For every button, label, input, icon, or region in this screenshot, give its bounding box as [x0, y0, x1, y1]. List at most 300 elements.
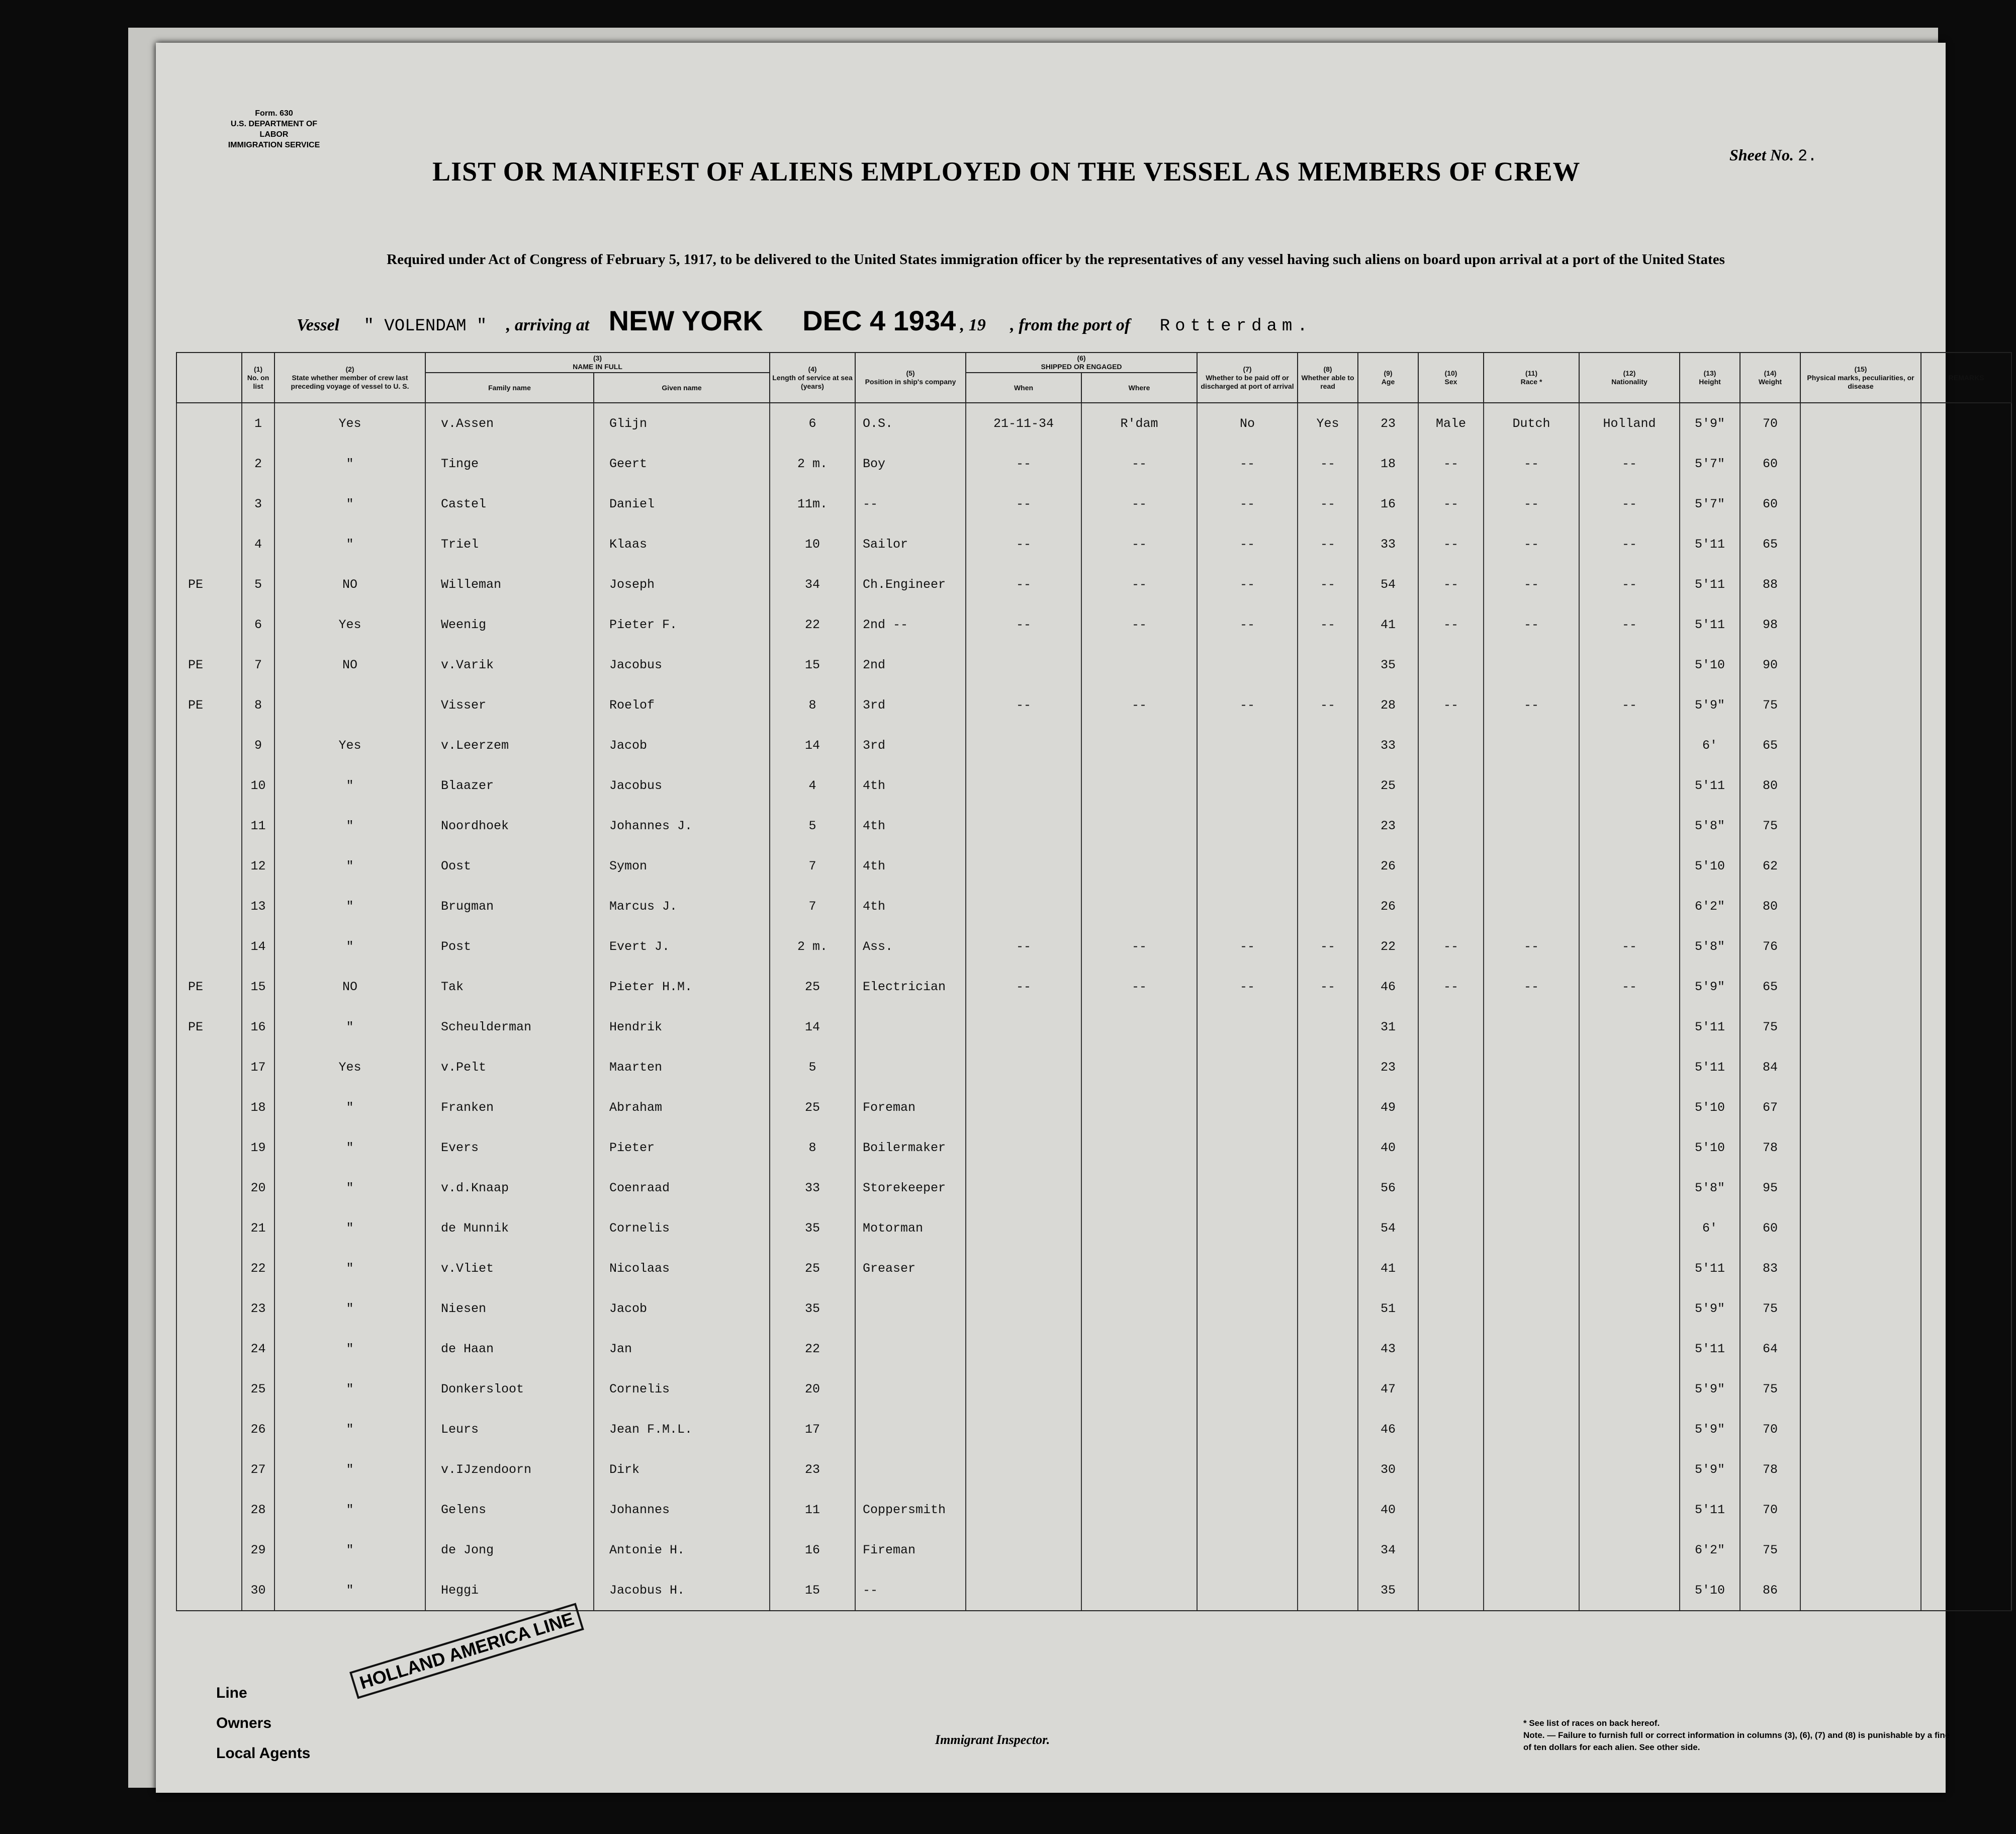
cell-where: -- [1081, 685, 1197, 725]
cell-given: Joseph [594, 564, 770, 604]
table-row [176, 1127, 2011, 1168]
table-row [176, 886, 2011, 926]
table-row [176, 1369, 2011, 1409]
cell-read [1298, 1449, 1358, 1490]
cell-race: -- [1484, 685, 1579, 725]
cell-mark [176, 1208, 242, 1248]
cell-given: Maarten [594, 1047, 770, 1087]
cell-family: v.Vliet [425, 1248, 594, 1288]
cell-no: 21 [242, 1208, 274, 1248]
cell-position: 4th [855, 846, 966, 886]
cell-where [1081, 1329, 1197, 1369]
cell-height: 5'7" [1680, 444, 1740, 484]
cell-position: Greaser [855, 1248, 966, 1288]
cell-age: 35 [1358, 645, 1418, 685]
cell-nationality: -- [1579, 967, 1680, 1007]
cell-paid [1197, 1570, 1298, 1611]
cell-no: 29 [242, 1530, 274, 1570]
table-row [176, 1490, 2011, 1530]
cell-nationality [1579, 1369, 1680, 1409]
cell-when: 21-11-34 [966, 403, 1081, 444]
cell-nationality [1579, 725, 1680, 765]
cell-nationality [1579, 1530, 1680, 1570]
cell-service: 2 m. [770, 926, 855, 967]
cell-marks [1800, 444, 1921, 484]
cell-race [1484, 1369, 1579, 1409]
cell-weight: 60 [1740, 444, 1800, 484]
table-row [176, 725, 2011, 765]
cell-given: Cornelis [594, 1369, 770, 1409]
cell-where [1081, 1087, 1197, 1127]
cell-remarks [1921, 1248, 2011, 1288]
cell-no: 28 [242, 1490, 274, 1530]
cell-given: Cornelis [594, 1208, 770, 1248]
cell-mark [176, 1087, 242, 1127]
cell-mark [176, 1570, 242, 1611]
cell-nationality: -- [1579, 444, 1680, 484]
cell-state: NO [274, 645, 425, 685]
cell-service: 16 [770, 1530, 855, 1570]
cell-age: 16 [1358, 484, 1418, 524]
cell-state: " [274, 926, 425, 967]
cell-sex [1418, 1168, 1484, 1208]
cell-sex: -- [1418, 564, 1484, 604]
cell-state: " [274, 886, 425, 926]
cell-height: 5'7" [1680, 484, 1740, 524]
cell-position: 4th [855, 765, 966, 806]
cell-family: Gelens [425, 1490, 594, 1530]
cell-service: 11m. [770, 484, 855, 524]
cell-when [966, 645, 1081, 685]
cell-height: 5'11 [1680, 524, 1740, 564]
cell-weight: 70 [1740, 403, 1800, 444]
cell-no: 30 [242, 1570, 274, 1611]
cell-read: -- [1298, 926, 1358, 967]
cell-read [1298, 645, 1358, 685]
cell-sex [1418, 1570, 1484, 1611]
crew-rows [176, 403, 2011, 1611]
cell-paid [1197, 1369, 1298, 1409]
vessel-line [297, 304, 1313, 337]
cell-mark [176, 1490, 242, 1530]
cell-where: -- [1081, 484, 1197, 524]
cell-read [1298, 1570, 1358, 1611]
cell-height: 5'11 [1680, 1490, 1740, 1530]
cell-where [1081, 1007, 1197, 1047]
cell-given: Jacobus H. [594, 1570, 770, 1611]
cell-sex [1418, 846, 1484, 886]
cell-no: 14 [242, 926, 274, 967]
cell-no: 10 [242, 765, 274, 806]
table-row [176, 1248, 2011, 1288]
cell-sex [1418, 1369, 1484, 1409]
cell-when [966, 1409, 1081, 1449]
cell-age: 54 [1358, 564, 1418, 604]
cell-read [1298, 1047, 1358, 1087]
cell-height: 6' [1680, 1208, 1740, 1248]
sheet-number [1729, 146, 1817, 165]
cell-given: Jan [594, 1329, 770, 1369]
table-row [176, 564, 2011, 604]
cell-where [1081, 1047, 1197, 1087]
cell-given: Jacob [594, 1288, 770, 1329]
cell-service: 35 [770, 1288, 855, 1329]
cell-age: 41 [1358, 1248, 1418, 1288]
cell-race [1484, 846, 1579, 886]
cell-nationality: -- [1579, 604, 1680, 645]
cell-family: Franken [425, 1087, 594, 1127]
cell-height: 5'11 [1680, 1047, 1740, 1087]
cell-weight: 62 [1740, 846, 1800, 886]
cell-age: 35 [1358, 1570, 1418, 1611]
col-nationality-header: (12) Nationality [1579, 353, 1680, 403]
cell-weight: 76 [1740, 926, 1800, 967]
cell-where [1081, 765, 1197, 806]
cell-age: 26 [1358, 846, 1418, 886]
cell-remarks [1921, 645, 2011, 685]
cell-paid: No [1197, 403, 1298, 444]
cell-when [966, 1208, 1081, 1248]
cell-mark: PE [176, 1007, 242, 1047]
cell-weight: 75 [1740, 1530, 1800, 1570]
cell-remarks [1921, 1127, 2011, 1168]
cell-paid: -- [1197, 524, 1298, 564]
cell-paid [1197, 1329, 1298, 1369]
cell-given: Roelof [594, 685, 770, 725]
cell-weight: 98 [1740, 604, 1800, 645]
cell-given: Jean F.M.L. [594, 1409, 770, 1449]
cell-when: -- [966, 484, 1081, 524]
cell-marks [1800, 1409, 1921, 1449]
cell-nationality [1579, 1449, 1680, 1490]
cell-sex: -- [1418, 926, 1484, 967]
cell-remarks [1921, 524, 2011, 564]
cell-weight: 80 [1740, 886, 1800, 926]
cell-position: Foreman [855, 1087, 966, 1127]
cell-nationality [1579, 1208, 1680, 1248]
cell-given: Abraham [594, 1087, 770, 1127]
cell-read: -- [1298, 967, 1358, 1007]
cell-position: -- [855, 484, 966, 524]
cell-weight: 75 [1740, 806, 1800, 846]
cell-age: 33 [1358, 725, 1418, 765]
cell-mark [176, 1047, 242, 1087]
cell-marks [1800, 926, 1921, 967]
cell-nationality [1579, 1409, 1680, 1449]
cell-family: Visser [425, 685, 594, 725]
cell-race [1484, 1127, 1579, 1168]
cell-no: 17 [242, 1047, 274, 1087]
cell-remarks [1921, 1047, 2011, 1087]
cell-remarks [1921, 1208, 2011, 1248]
cell-position [855, 1329, 966, 1369]
cell-remarks [1921, 967, 2011, 1007]
cell-position: Boilermaker [855, 1127, 966, 1168]
cell-remarks [1921, 725, 2011, 765]
cell-race [1484, 1007, 1579, 1047]
cell-weight: 70 [1740, 1490, 1800, 1530]
cell-state: " [274, 524, 425, 564]
cell-when [966, 725, 1081, 765]
cell-marks [1800, 1047, 1921, 1087]
cell-service: 25 [770, 967, 855, 1007]
cell-when [966, 1007, 1081, 1047]
table-row [176, 524, 2011, 564]
cell-nationality [1579, 1127, 1680, 1168]
cell-weight: 84 [1740, 1047, 1800, 1087]
table-row [176, 846, 2011, 886]
cell-given: Coenraad [594, 1168, 770, 1208]
cell-position [855, 1409, 966, 1449]
form-number: Form. 630 [255, 109, 293, 118]
cell-marks [1800, 967, 1921, 1007]
cell-weight: 70 [1740, 1409, 1800, 1449]
cell-remarks [1921, 1530, 2011, 1570]
cell-family: Tak [425, 967, 594, 1007]
cell-nationality [1579, 1288, 1680, 1329]
cell-paid [1197, 1288, 1298, 1329]
cell-weight: 75 [1740, 1007, 1800, 1047]
cell-where [1081, 806, 1197, 846]
cell-where: -- [1081, 604, 1197, 645]
cell-read: -- [1298, 484, 1358, 524]
cell-service: 17 [770, 1409, 855, 1449]
cell-height: 6' [1680, 725, 1740, 765]
cell-paid [1197, 806, 1298, 846]
cell-given: Johannes J. [594, 806, 770, 846]
table-row [176, 444, 2011, 484]
cell-given: Daniel [594, 484, 770, 524]
cell-state: Yes [274, 725, 425, 765]
table-row [176, 926, 2011, 967]
col-weight-header: (14) Weight [1740, 353, 1800, 403]
cell-family: Evers [425, 1127, 594, 1168]
cell-marks [1800, 1007, 1921, 1047]
cell-marks [1800, 806, 1921, 846]
table-row [176, 1007, 2011, 1047]
cell-remarks [1921, 846, 2011, 886]
cell-remarks [1921, 685, 2011, 725]
cell-paid [1197, 886, 1298, 926]
cell-marks [1800, 1570, 1921, 1611]
cell-remarks [1921, 926, 2011, 967]
cell-marks [1800, 524, 1921, 564]
cell-when [966, 886, 1081, 926]
table-row [176, 1329, 2011, 1369]
cell-marks [1800, 484, 1921, 524]
cell-position: O.S. [855, 403, 966, 444]
manifest-sheet [156, 43, 1984, 1793]
cell-read: -- [1298, 524, 1358, 564]
cell-sex [1418, 1208, 1484, 1248]
cell-family: Leurs [425, 1409, 594, 1449]
cell-race [1484, 765, 1579, 806]
cell-weight: 60 [1740, 1208, 1800, 1248]
cell-mark [176, 806, 242, 846]
cell-read: -- [1298, 444, 1358, 484]
cell-race: -- [1484, 604, 1579, 645]
cell-state: " [274, 1530, 425, 1570]
cell-age: 43 [1358, 1329, 1418, 1369]
col-remarks-header: REMARKS [1921, 353, 2011, 403]
table-row [176, 685, 2011, 725]
cell-remarks [1921, 806, 2011, 846]
cell-marks [1800, 1490, 1921, 1530]
cell-service: 5 [770, 806, 855, 846]
cell-nationality [1579, 1047, 1680, 1087]
cell-no: 3 [242, 484, 274, 524]
col-read-header: (8) Whether able to read [1298, 353, 1358, 403]
cell-when [966, 1168, 1081, 1208]
cell-race [1484, 886, 1579, 926]
cell-marks [1800, 1248, 1921, 1288]
cell-service: 14 [770, 725, 855, 765]
cell-marks [1800, 403, 1921, 444]
cell-position: Electrician [855, 967, 966, 1007]
cell-nationality: -- [1579, 926, 1680, 967]
cell-race [1484, 1047, 1579, 1087]
cell-given: Hendrik [594, 1007, 770, 1047]
cell-sex [1418, 1007, 1484, 1047]
cell-height: 5'11 [1680, 564, 1740, 604]
cell-where: -- [1081, 444, 1197, 484]
cell-state [274, 685, 425, 725]
cell-nationality [1579, 765, 1680, 806]
cell-service: 15 [770, 645, 855, 685]
cell-state: Yes [274, 604, 425, 645]
cell-mark [176, 1288, 242, 1329]
cell-no: 25 [242, 1369, 274, 1409]
cell-remarks [1921, 484, 2011, 524]
cell-race: Dutch [1484, 403, 1579, 444]
cell-marks [1800, 1449, 1921, 1490]
cell-mark [176, 403, 242, 444]
cell-age: 46 [1358, 967, 1418, 1007]
table-row [176, 403, 2011, 444]
cell-read [1298, 806, 1358, 846]
cell-remarks [1921, 1329, 2011, 1369]
cell-weight: 86 [1740, 1570, 1800, 1611]
cell-when [966, 806, 1081, 846]
cell-state: " [274, 806, 425, 846]
cell-mark [176, 1168, 242, 1208]
col-name-header: (3) NAME IN FULL [425, 353, 770, 373]
cell-weight: 65 [1740, 524, 1800, 564]
cell-read [1298, 1168, 1358, 1208]
cell-given: Geert [594, 444, 770, 484]
cell-race [1484, 725, 1579, 765]
cell-height: 5'11 [1680, 1007, 1740, 1047]
cell-paid: -- [1197, 564, 1298, 604]
cell-service: 25 [770, 1087, 855, 1127]
cell-when [966, 1047, 1081, 1087]
cell-read [1298, 1369, 1358, 1409]
cell-where [1081, 846, 1197, 886]
cell-no: 9 [242, 725, 274, 765]
cell-mark [176, 846, 242, 886]
cell-when: -- [966, 967, 1081, 1007]
cell-nationality [1579, 1329, 1680, 1369]
cell-state: " [274, 1127, 425, 1168]
cell-service: 7 [770, 846, 855, 886]
cell-family: v.Pelt [425, 1047, 594, 1087]
cell-state: " [274, 1087, 425, 1127]
cell-family: Post [425, 926, 594, 967]
cell-race: -- [1484, 564, 1579, 604]
cell-race [1484, 1490, 1579, 1530]
cell-paid [1197, 1248, 1298, 1288]
cell-weight: 78 [1740, 1449, 1800, 1490]
cell-age: 25 [1358, 765, 1418, 806]
service-name: IMMIGRATION SERVICE [228, 141, 320, 149]
table-row [176, 1087, 2011, 1127]
cell-state: " [274, 765, 425, 806]
cell-sex [1418, 1409, 1484, 1449]
cell-service: 22 [770, 1329, 855, 1369]
cell-family: Triel [425, 524, 594, 564]
cell-weight: 83 [1740, 1248, 1800, 1288]
cell-nationality [1579, 645, 1680, 685]
cell-service: 15 [770, 1570, 855, 1611]
cell-service: 7 [770, 886, 855, 926]
cell-age: 34 [1358, 1530, 1418, 1570]
cell-state: " [274, 1288, 425, 1329]
cell-height: 5'11 [1680, 604, 1740, 645]
cell-mark [176, 1127, 242, 1168]
cell-where [1081, 1248, 1197, 1288]
cell-weight: 65 [1740, 725, 1800, 765]
cell-marks [1800, 645, 1921, 685]
cell-marks [1800, 1369, 1921, 1409]
col-sex-header: (10) Sex [1418, 353, 1484, 403]
cell-sex [1418, 645, 1484, 685]
cell-no: 12 [242, 846, 274, 886]
cell-weight: 65 [1740, 967, 1800, 1007]
cell-mark [176, 1329, 242, 1369]
cell-read [1298, 886, 1358, 926]
cell-age: 49 [1358, 1087, 1418, 1127]
cell-service: 2 m. [770, 444, 855, 484]
cell-service: 25 [770, 1248, 855, 1288]
cell-nationality [1579, 1490, 1680, 1530]
cell-height: 5'8" [1680, 926, 1740, 967]
cell-read [1298, 1329, 1358, 1369]
cell-read [1298, 765, 1358, 806]
cell-mark: PE [176, 645, 242, 685]
cell-nationality [1579, 1168, 1680, 1208]
cell-family: Weenig [425, 604, 594, 645]
cell-race [1484, 1409, 1579, 1449]
cell-when [966, 1087, 1081, 1127]
cell-read [1298, 846, 1358, 886]
cell-position: 4th [855, 886, 966, 926]
cell-marks [1800, 1087, 1921, 1127]
cell-position [855, 1449, 966, 1490]
cell-remarks [1921, 1369, 2011, 1409]
cell-race [1484, 1530, 1579, 1570]
col-given-header: Given name [594, 373, 770, 403]
cell-service: 11 [770, 1490, 855, 1530]
vessel-label: Vessel [297, 316, 339, 334]
cell-when: -- [966, 524, 1081, 564]
cell-where: -- [1081, 926, 1197, 967]
cell-state: " [274, 1168, 425, 1208]
cell-sex: -- [1418, 604, 1484, 645]
cell-nationality: -- [1579, 484, 1680, 524]
cell-height: 5'9" [1680, 403, 1740, 444]
cell-remarks [1921, 1490, 2011, 1530]
cell-race [1484, 1208, 1579, 1248]
